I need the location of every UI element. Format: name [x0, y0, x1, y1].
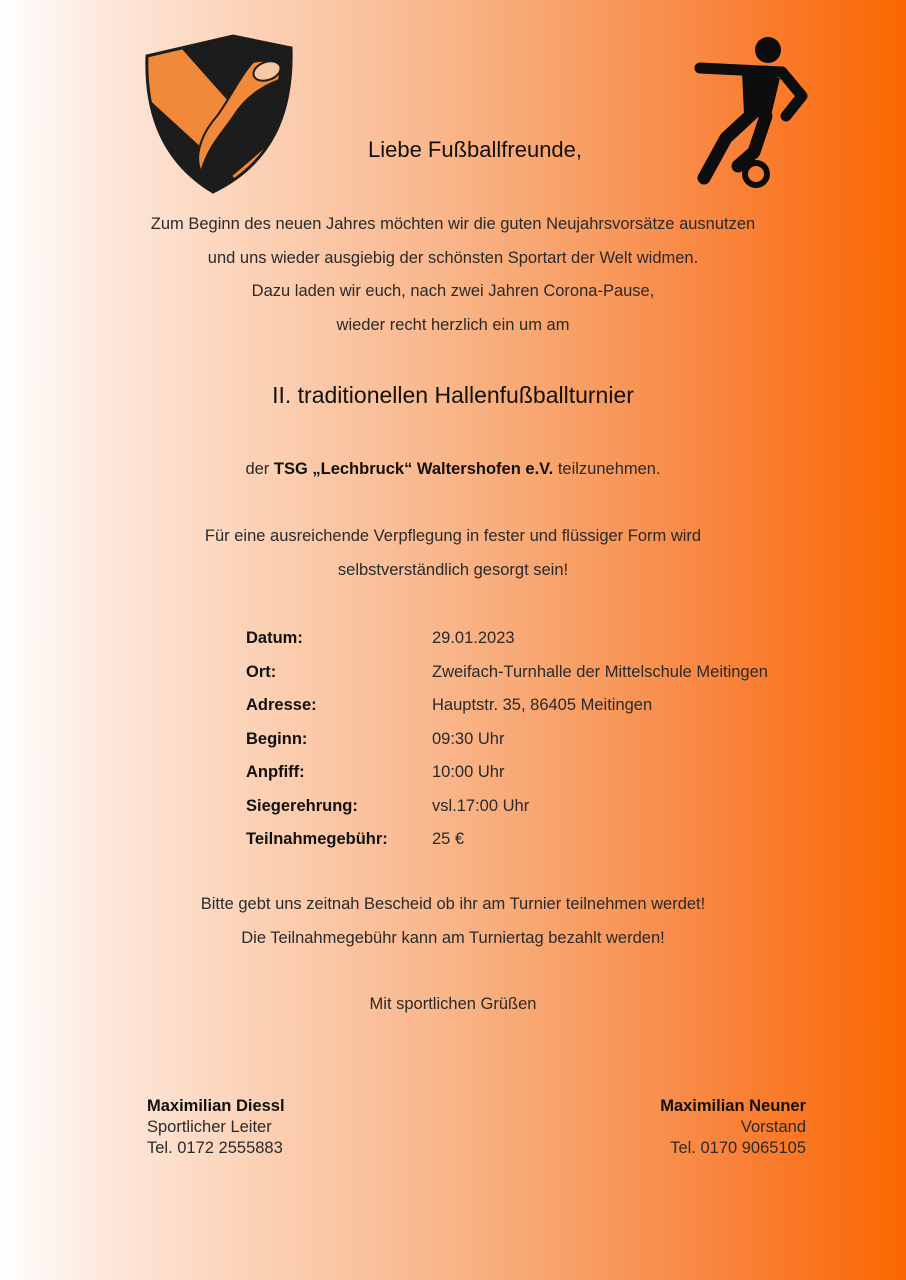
detail-label: Siegerehrung:: [246, 796, 358, 815]
detail-value: 09:30 Uhr: [432, 729, 505, 748]
detail-row-anpfiff: [246, 756, 846, 790]
signature-phone: Tel. 0172 2555883: [147, 1139, 283, 1157]
intro-paragraph: [0, 208, 906, 342]
event-details: [246, 622, 846, 857]
signature-name: Maximilian Neuner: [660, 1097, 806, 1115]
detail-row-beginn: [246, 723, 846, 757]
detail-label: Teilnahmegebühr:: [246, 830, 388, 849]
club-line-prefix: der: [245, 460, 274, 478]
event-title: II. traditionellen Hallenfußballturnier: [272, 382, 634, 408]
detail-label: Datum:: [246, 629, 303, 648]
catering-line: Für eine ausreichende Verpflegung in fester und flüssiger Form wird: [204, 527, 702, 545]
club-line-suffix: teilzunehmen.: [553, 460, 661, 478]
detail-label: Adresse:: [246, 696, 317, 715]
intro-line: und uns wieder ausgiebig der schönsten Sportart der Welt widmen.: [207, 248, 699, 267]
signature-phone: Tel. 0170 9065105: [670, 1139, 806, 1157]
club-crest-icon: [143, 34, 295, 194]
detail-row-adresse: [246, 689, 846, 723]
club-line: [0, 460, 906, 479]
intro-line: Dazu laden wir euch, nach zwei Jahren Corona-Pause,: [251, 282, 655, 300]
signature-role: Sportlicher Leiter: [147, 1118, 272, 1136]
detail-row-siegerehrung: [246, 790, 846, 824]
detail-value: Zweifach-Turnhalle der Mittelschule Meitingen: [432, 662, 768, 681]
greeting-heading: Liebe Fußballfreunde,: [367, 137, 583, 162]
soccer-player-icon: [690, 34, 808, 192]
detail-value: vsl.17:00 Uhr: [432, 796, 530, 815]
detail-label: Anpfiff:: [246, 763, 305, 782]
closing-line: Bitte gebt uns zeitnah Bescheid ob ihr am Turnier teilnehmen werdet!: [200, 895, 706, 913]
intro-line: wieder recht herzlich ein um am: [336, 315, 570, 334]
catering-paragraph: [0, 520, 906, 587]
detail-value: Hauptstr. 35, 86405 Meitingen: [432, 696, 653, 715]
detail-label: Beginn:: [246, 729, 308, 748]
signature-name: Maximilian Diessl: [147, 1097, 285, 1115]
catering-line: selbstverständlich gesorgt sein!: [337, 560, 569, 579]
detail-label: Ort:: [246, 662, 277, 681]
detail-row-teilnahmegebuehr: [246, 823, 846, 857]
club-name: TSG „Lechbruck“ Waltershofen e.V.: [273, 460, 554, 478]
signature-right: [660, 1096, 806, 1159]
closing-paragraph: [0, 888, 906, 955]
signature-left: [147, 1096, 285, 1159]
regards-line: Mit sportlichen Grüßen: [369, 995, 537, 1013]
intro-line: Zum Beginn des neuen Jahres möchten wir die guten Neujahrsvorsätze ausnutzen: [150, 215, 756, 233]
signature-role: Vorstand: [740, 1118, 806, 1136]
detail-row-ort: [246, 656, 846, 690]
detail-value: 29.01.2023: [432, 629, 515, 648]
closing-line: Die Teilnahmegebühr kann am Turniertag bezahlt werden!: [241, 928, 665, 947]
detail-row-datum: [246, 622, 846, 656]
detail-value: 10:00 Uhr: [432, 763, 505, 782]
detail-value: 25 €: [432, 830, 465, 849]
